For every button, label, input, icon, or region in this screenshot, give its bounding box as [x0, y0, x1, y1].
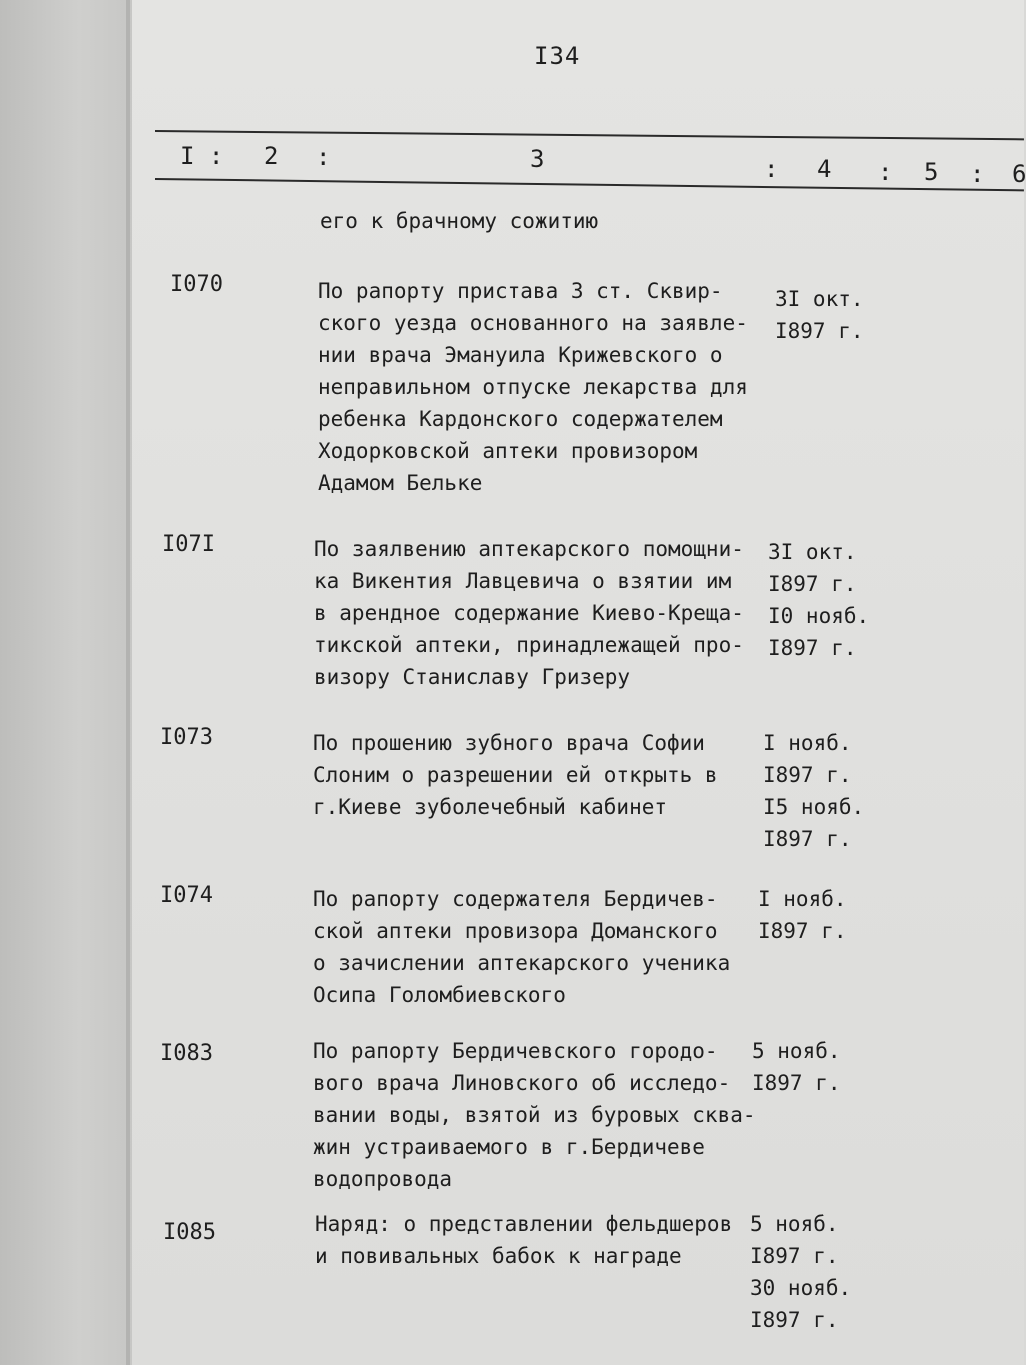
- row-dates: [750, 1208, 851, 1336]
- row-description: [320, 205, 598, 237]
- column-separator: :: [316, 143, 331, 171]
- description-line: о зачислении аптекарского ученика: [313, 951, 731, 975]
- description-line: Адамом Бельке: [318, 471, 483, 495]
- description-line: Осипа Голомбиевского: [313, 983, 566, 1007]
- page-gutter: [126, 0, 130, 1365]
- description-line: нии врача Эмануила Крижевского о: [318, 343, 723, 367]
- column-separator: :: [970, 160, 985, 188]
- description-line: По прошению зубного врача Софии: [313, 731, 705, 755]
- row-dates: [775, 283, 864, 347]
- description-line: тикской аптеки, принадлежащей про-: [314, 633, 744, 657]
- description-line: ка Викентия Лавцевича о взятии им: [314, 569, 732, 593]
- date-line: I897 г.: [763, 827, 852, 851]
- row-description: [318, 275, 748, 499]
- page-number: I34: [534, 42, 581, 70]
- date-line: I5 нояб.: [763, 795, 865, 819]
- description-line: вании воды, взятой из буровых сква-: [313, 1103, 756, 1127]
- facing-page-edge: [0, 0, 132, 1365]
- column-3-header: 3: [530, 145, 545, 173]
- date-line: 30 нояб.: [750, 1276, 852, 1300]
- description-line: неправильном отпуске лекарства для: [318, 375, 748, 399]
- column-6-header: 6: [1012, 160, 1026, 188]
- description-line: в арендное содержание Киево-Креща-: [314, 601, 744, 625]
- column-5-header: 5: [924, 158, 939, 186]
- description-line: водопровода: [313, 1167, 453, 1191]
- date-line: I897 г.: [763, 763, 852, 787]
- date-line: I897 г.: [768, 636, 857, 660]
- row-description: [314, 533, 744, 693]
- row-description: [315, 1208, 732, 1272]
- row-number: I074: [160, 883, 213, 908]
- description-line: По рапорту Бердичевского городо-: [313, 1039, 718, 1063]
- description-line: ского уезда основанного на заявле-: [318, 311, 748, 335]
- description-line: жин устраиваемого в г.Бердичеве: [313, 1135, 705, 1159]
- date-line: I897 г.: [758, 919, 847, 943]
- description-line: Слоним о разрешении ей открыть в: [313, 763, 718, 787]
- row-number: I070: [170, 272, 223, 297]
- description-line: ской аптеки провизора Доманского: [313, 919, 718, 943]
- column-separator: :: [764, 155, 779, 183]
- date-line: I897 г.: [775, 319, 864, 343]
- description-line: визору Станиславу Гризеру: [314, 665, 631, 689]
- description-line: ребенка Кардонского содержателем: [318, 407, 723, 431]
- date-line: I нояб.: [758, 887, 847, 911]
- date-line: I0 нояб.: [768, 604, 870, 628]
- row-dates: [768, 536, 869, 664]
- row-description: [313, 883, 730, 1011]
- description-line: По заялвению аптекарского помощни-: [314, 537, 744, 561]
- date-line: 3I окт.: [775, 287, 864, 311]
- row-number: I07I: [162, 532, 215, 557]
- date-line: I нояб.: [763, 731, 852, 755]
- row-number: I083: [160, 1041, 213, 1066]
- row-number: I085: [163, 1220, 216, 1245]
- column-2-header: 2: [264, 142, 279, 170]
- description-line: и повивальных бабок к награде: [315, 1244, 682, 1268]
- date-line: I897 г.: [750, 1244, 839, 1268]
- description-line: Наряд: о представлении фельдшеров: [315, 1212, 733, 1236]
- date-line: 5 нояб.: [750, 1212, 839, 1236]
- column-4-header: 4: [817, 155, 832, 183]
- date-line: 5 нояб.: [752, 1039, 841, 1063]
- date-line: I897 г.: [750, 1308, 839, 1332]
- row-dates: [763, 727, 864, 855]
- date-line: 3I окт.: [768, 540, 857, 564]
- date-line: I897 г.: [768, 572, 857, 596]
- description-line: его к брачному сожитию: [320, 209, 599, 233]
- column-1-header: I :: [180, 142, 224, 170]
- description-line: г.Киеве зуболечебный кабинет: [313, 795, 668, 819]
- description-line: По рапорту пристава 3 ст. Сквир-: [318, 279, 723, 303]
- description-line: Ходорковской аптеки провизором: [318, 439, 698, 463]
- row-description: [313, 727, 718, 823]
- description-line: вого врача Линовского об исследо-: [313, 1071, 731, 1095]
- row-dates: [758, 883, 847, 947]
- row-dates: [752, 1035, 841, 1099]
- column-separator: :: [878, 158, 893, 186]
- row-description: [313, 1035, 756, 1195]
- row-number: I073: [160, 725, 213, 750]
- date-line: I897 г.: [752, 1071, 841, 1095]
- description-line: По рапорту содержателя Бердичев-: [313, 887, 718, 911]
